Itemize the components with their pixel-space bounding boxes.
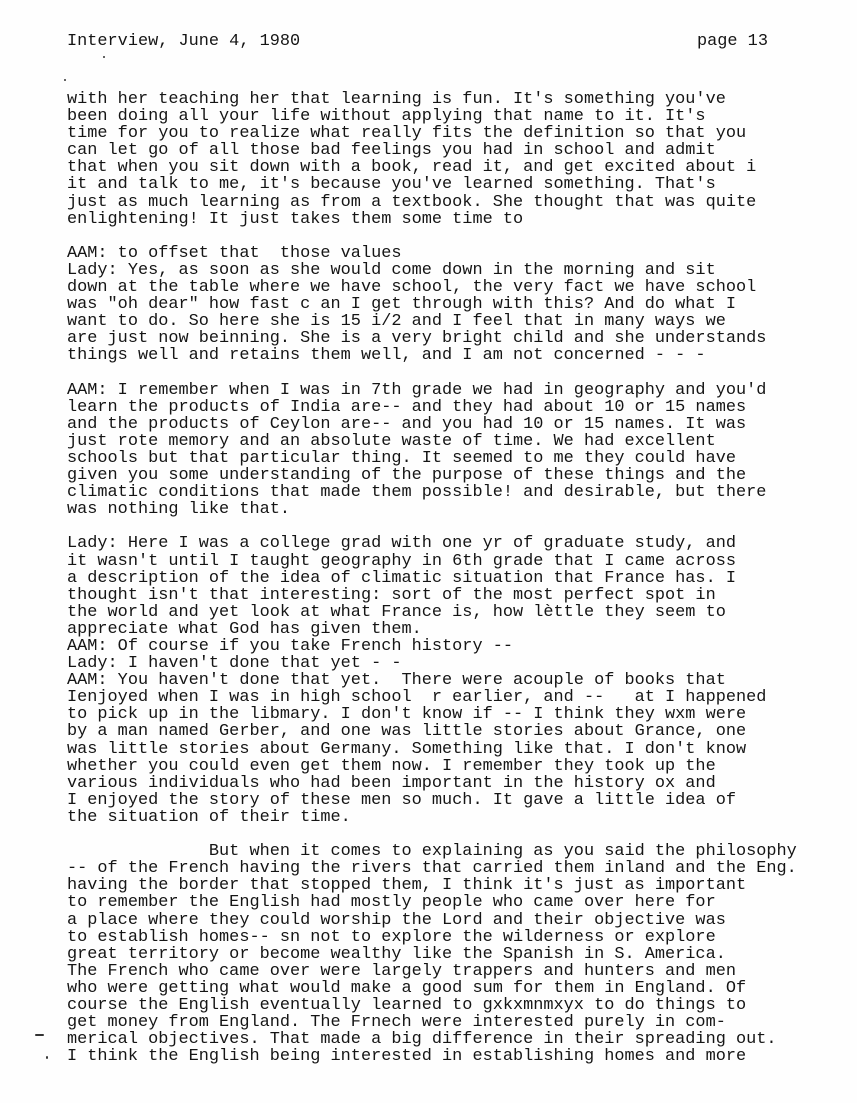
text-line: a place where they could worship the Lord and their objective was [67,910,726,930]
text-line: a description of the idea of climatic situation that France has. I [67,568,736,588]
text-line: can let go of all those bad feelings you had in school and admit [67,141,716,161]
text-line [67,826,797,843]
text-line: down at the table where we have school, the very fact we have school [67,278,757,298]
text-line: But when it comes to explaining as you said the philosophy [67,842,797,862]
margin-mark [35,1034,44,1036]
text-line: great territory or become wealthy like the Spanish in S. America. [67,944,726,964]
text-line: AAM: I remember when I was in 7th grade we had in geography and you'd [67,380,767,400]
text-line: get money from England. The Frnech were interested purely in com- [67,1013,726,1033]
text-line: merical objectives. That made a big difference in their spreading out. [67,1030,777,1050]
text-line: the situation of their time. [67,807,351,827]
text-line: want to do. So here she is 15 i/2 and I feel that in many ways we [67,312,726,332]
text-line: -- of the French having the rivers that carried them inland and the Eng. [67,859,797,879]
text-line: having the border that stopped them, I think it's just as important [67,876,747,896]
text-line: are just now beinning. She is a very bright child and she understands [67,329,767,349]
text-line: time for you to realize what really fits the definition so that you [67,124,747,144]
text-line: appreciate what God has given them. [67,619,422,639]
text-line: AAM: You haven't done that yet. There were acouple of books that [67,671,726,691]
text-line: AAM: Of course if you take French history -- [67,637,513,656]
text-line: who were getting what would make a good sum for them in England. Of [67,978,747,998]
text-line: that when you sit down with a book, read it, and get excited about i [67,158,757,178]
text-line: AAM: to offset that those values [67,243,402,263]
scan-speck [103,56,105,58]
text-line: things well and retains them well, and I am not concerned - - - [67,346,706,366]
text-line [67,228,797,245]
text-line: was "oh dear" how fast c an I get through with this? And do what I [67,295,736,315]
text-line: just as much learning as from a textbook. She thought that was quite [67,192,757,212]
text-line: it wasn't until I taught geography in 6th grade that I came across [67,551,736,571]
text-line: various individuals who had been important in the history ox and [67,773,716,793]
text-line: Ienjoyed when I was in high school r earlier, and -- at I happened [67,688,767,708]
text-line: was nothing like that. [67,500,290,520]
text-line: just rote memory and an absolute waste of time. We had excellent [67,431,716,451]
page-number: page 13 [697,32,768,51]
transcript-body [67,91,797,1065]
text-line: the world and yet look at what France is, how lèttle they seem to [67,602,726,622]
text-line: whether you could even get them now. I remember they took up the [67,756,716,776]
text-line: Lady: Yes, as soon as she would come down in the morning and sit [67,260,716,280]
text-line: climatic conditions that made them possible! and desirable, but there [67,483,767,503]
text-line: Lady: I haven't done that yet - - [67,654,402,674]
text-line: and the products of Ceylon are-- and you had 10 or 15 names. It was [67,414,747,434]
text-line: been doing all your life without applying that name to it. It's [67,107,706,127]
scan-speck [46,1056,48,1059]
text-line: by a man named Gerber, and one was little stories about Grance, one [67,722,747,742]
text-line: course the English eventually learned to gxkxmnmxyx to do things to [67,995,747,1015]
text-line: schools but that particular thing. It seemed to me they could have [67,448,736,468]
header-title: Interview, June 4, 1980 [67,32,301,51]
text-line: given you some understanding of the purpose of these things and the [67,466,747,486]
text-line: thought isn't that interesting: sort of the most perfect spot in [67,585,716,605]
text-line: to pick up in the libmary. I don't know if -- I think they wxm were [67,705,747,725]
text-line: learn the products of India are-- and they had about 10 or 15 names [67,397,747,417]
text-line: with her teaching her that learning is fun. It's something you've [67,90,726,109]
text-line: Lady: Here I was a college grad with one yr of graduate study, and [67,534,736,554]
scan-speck [64,79,66,81]
text-line [67,365,797,382]
text-line: to establish homes-- sn not to explore the wilderness or explore [67,927,716,947]
text-line: The French who came over were largely trappers and hunters and men [67,961,736,981]
text-line: I enjoyed the story of these men so much. It gave a little idea of [67,790,736,810]
text-line: I think the English being interested in establishing homes and more [67,1047,747,1067]
text-line [67,518,797,535]
text-line: it and talk to me, it's because you've learned something. That's [67,175,716,195]
text-line: was little stories about Germany. Something like that. I don't know [67,739,747,759]
text-line: enlightening! It just takes them some time to [67,209,524,229]
text-line: to remember the English had mostly people who came over here for [67,893,716,913]
